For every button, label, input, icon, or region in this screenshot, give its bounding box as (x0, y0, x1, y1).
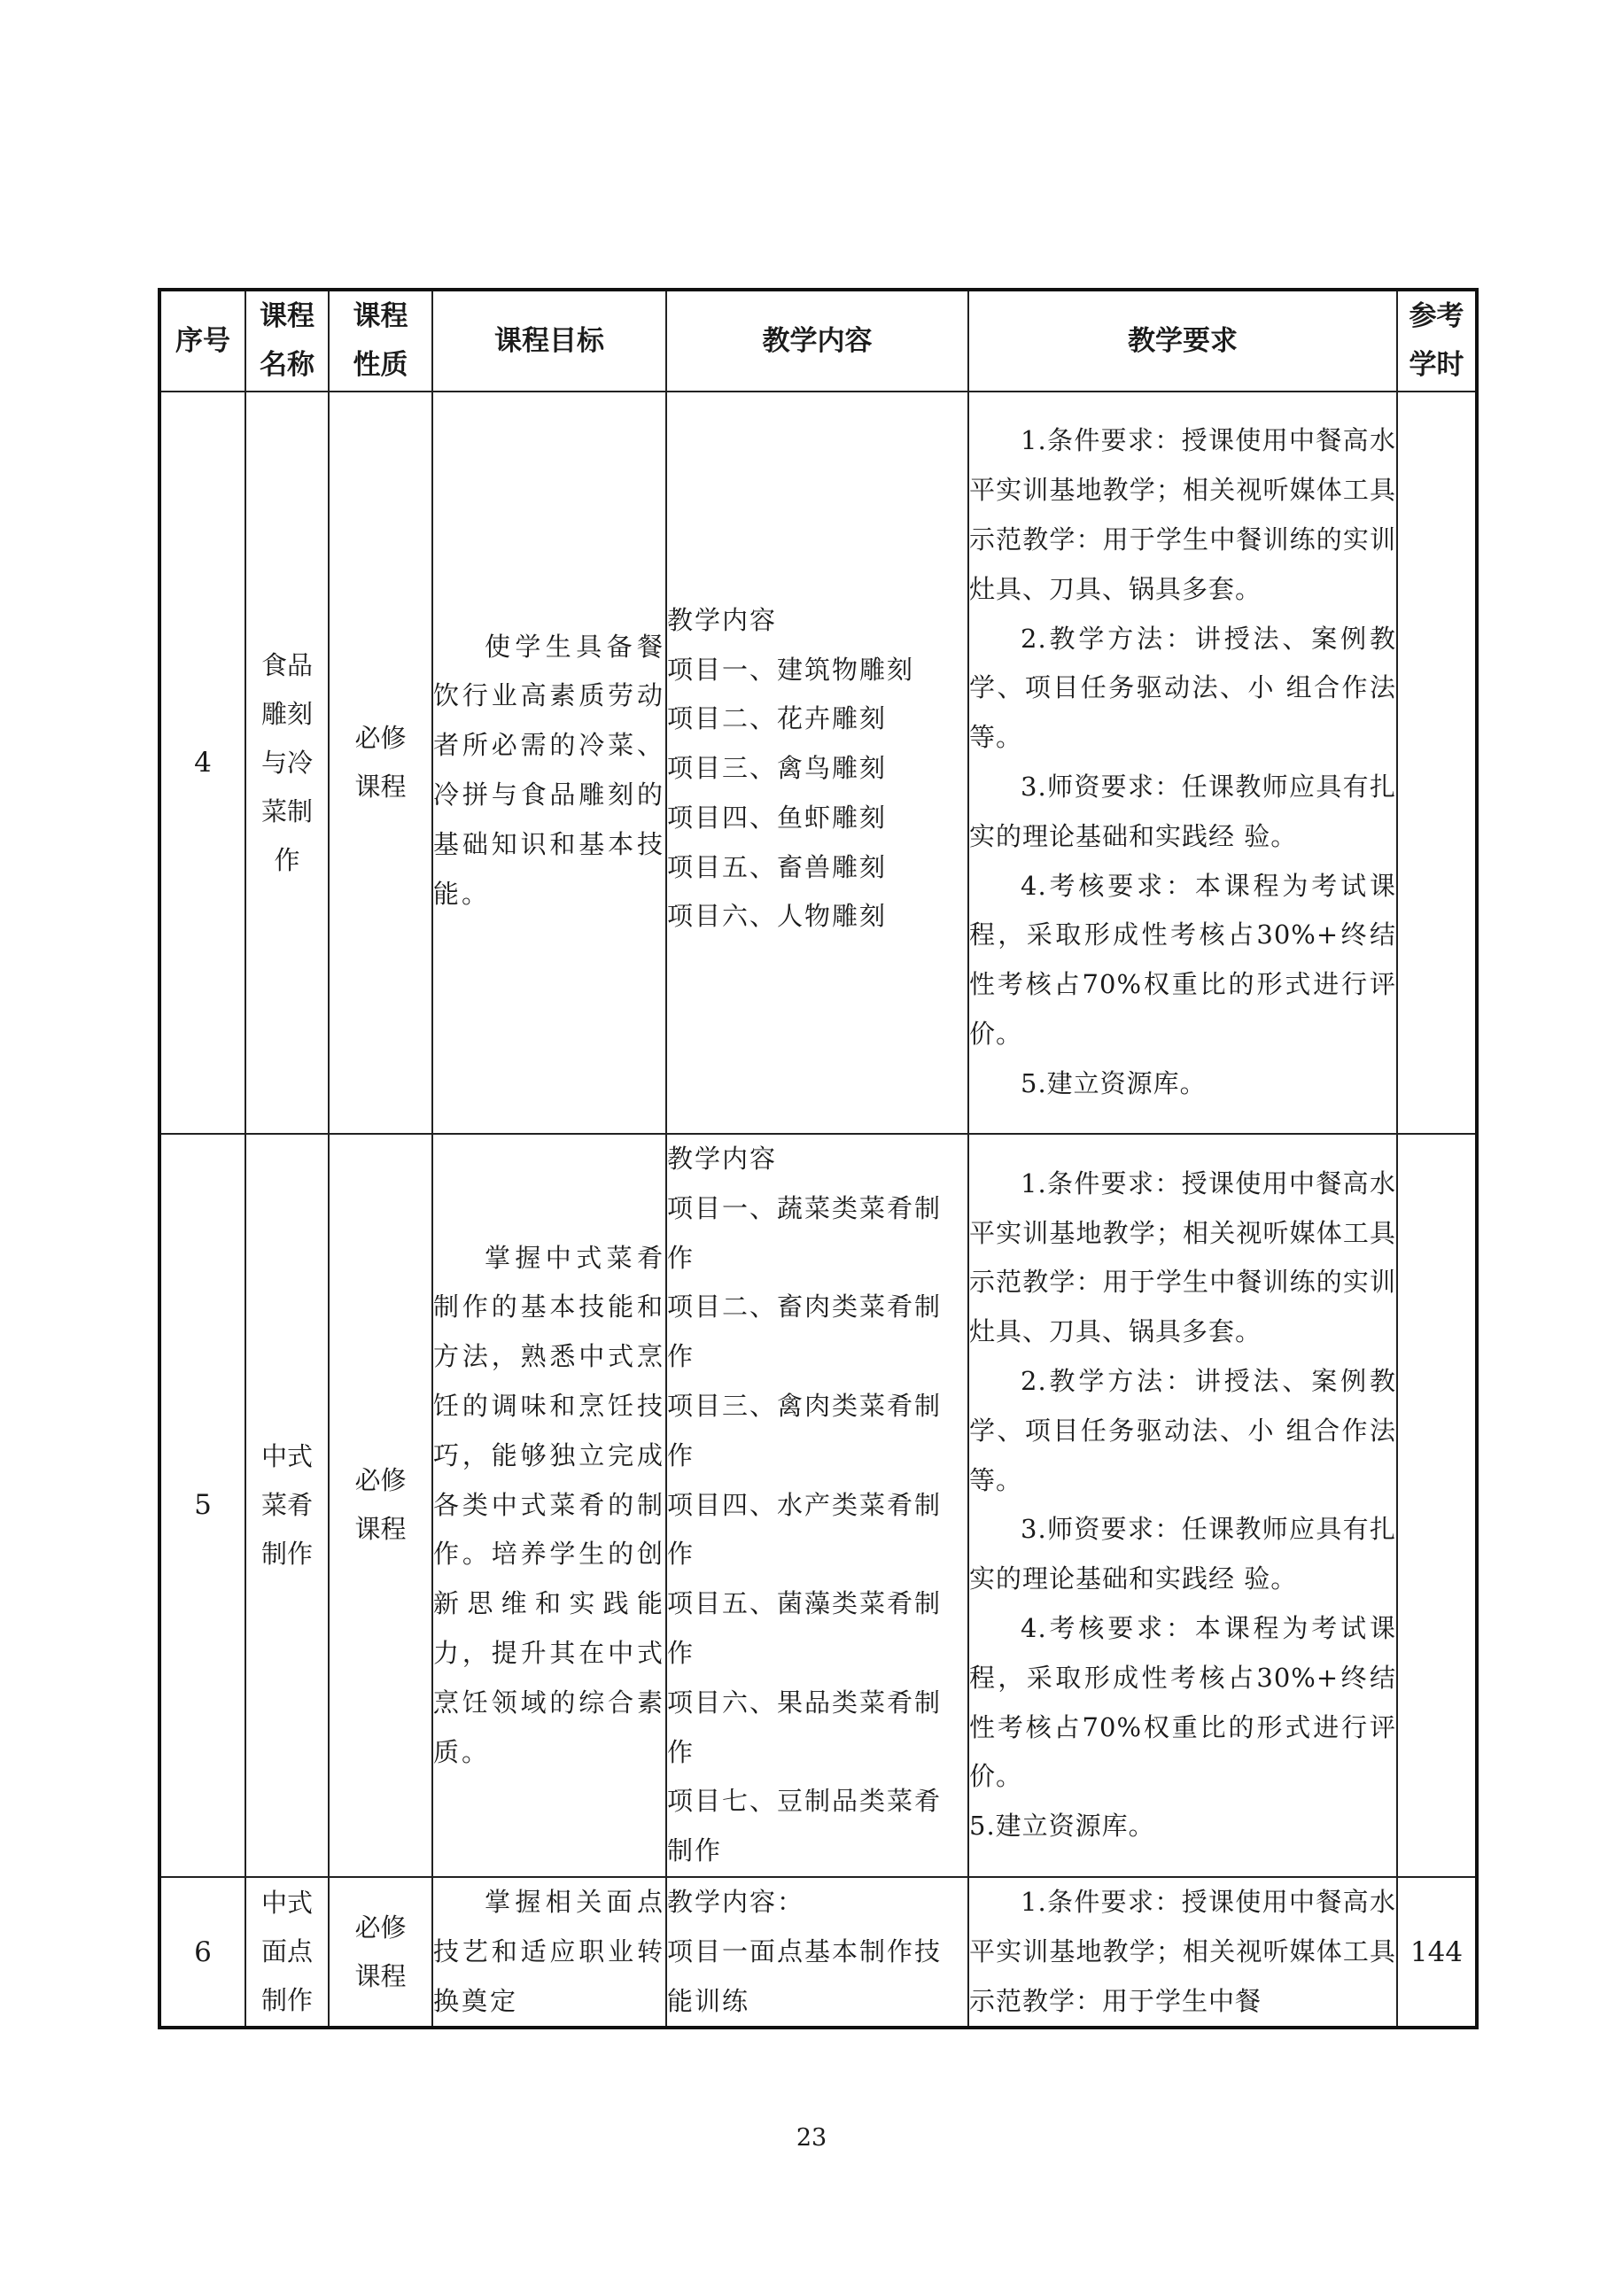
teaching-requirements: 1.条件要求：授课使用中餐高水平实训基地教学；相关视听媒体工具示范教学：用于学生中餐训练的实训灶具、刀具、锅具多套。 2.教学方法：讲授法、案例教学、项目任务驱动法、小 组合作法等。 3.师资要求：任课教师应具有扎实的理论基础和实践经 验。 4.考核要求：本课程为考试课程，采取形成性考核占30%+终结性考核占70%权重比的形式进行评价。 5.建立资源库。 (968, 1134, 1397, 1877)
header-row (159, 290, 1477, 392)
course-goal: 使学生具备餐饮行业高素质劳动者所必需的冷菜、冷拼与食品雕刻的基础知识和基本技能。 (432, 392, 666, 1134)
header-teaching-content: 教学内容 (666, 290, 968, 392)
table-row (159, 1134, 1477, 1877)
row-index: 4 (159, 392, 245, 1134)
teaching-content: 教学内容 项目一、建筑物雕刻 项目二、花卉雕刻 项目三、禽鸟雕刻 项目四、鱼虾雕刻 项目五、畜兽雕刻 项目六、人物雕刻 (666, 392, 968, 1134)
header-course-goal: 课程目标 (432, 290, 666, 392)
course-name: 食品 雕刻 与冷 菜制 作 (245, 392, 329, 1134)
teaching-content: 教学内容 项目一、蔬菜类菜肴制作 项目二、畜肉类菜肴制作 项目三、禽肉类菜肴制作 项目四、水产类菜肴制作 项目五、菌藻类菜肴制作 项目六、果品类菜肴制作 项目七、豆制品类菜肴制作 (666, 1134, 968, 1877)
row-index: 5 (159, 1134, 245, 1877)
course-name: 中式 面点 制作 (245, 1877, 329, 2028)
teaching-content: 教学内容： 项目一面点基本制作技能训练 (666, 1877, 968, 2028)
course-nature: 必修 课程 (329, 1134, 432, 1877)
course-nature: 必修 课程 (329, 1877, 432, 2028)
course-nature: 必修 课程 (329, 392, 432, 1134)
header-course-name: 课程 名称 (245, 290, 329, 392)
reference-hours: 144 (1397, 1877, 1477, 2028)
header-reference-hours: 参考 学时 (1397, 290, 1477, 392)
row-index: 6 (159, 1877, 245, 2028)
teaching-requirements: 1.条件要求：授课使用中餐高水平实训基地教学；相关视听媒体工具示范教学：用于学生中餐训练的实训灶具、刀具、锅具多套。 2.教学方法：讲授法、案例教学、项目任务驱动法、小 组合作法等。 3.师资要求：任课教师应具有扎实的理论基础和实践经 验。 4.考核要求：本课程为考试课程，采取形成性考核占30%+终结性考核占70%权重比的形式进行评价。 5.建立资源库。 (968, 392, 1397, 1134)
header-teaching-requirements: 教学要求 (968, 290, 1397, 392)
reference-hours (1397, 1134, 1477, 1877)
page-number: 23 (796, 2124, 827, 2152)
header-index: 序号 (159, 290, 245, 392)
reference-hours (1397, 392, 1477, 1134)
header-course-nature: 课程 性质 (329, 290, 432, 392)
table-row (159, 1877, 1477, 2028)
teaching-requirements: 1.条件要求：授课使用中餐高水平实训基地教学；相关视听媒体工具示范教学：用于学生中餐 (968, 1877, 1397, 2028)
course-table (158, 288, 1479, 2029)
course-goal: 掌握相关面点技艺和适应职业转换奠定 (432, 1877, 666, 2028)
table-row (159, 392, 1477, 1134)
course-name: 中式 菜肴 制作 (245, 1134, 329, 1877)
course-goal: 掌握中式菜肴制作的基本技能和方法，熟悉中式烹饪的调味和烹饪技巧，能够独立完成各类中式菜肴的制作。培养学生的创新思维和实践能力，提升其在中式烹饪领域的综合素质。 (432, 1134, 666, 1877)
